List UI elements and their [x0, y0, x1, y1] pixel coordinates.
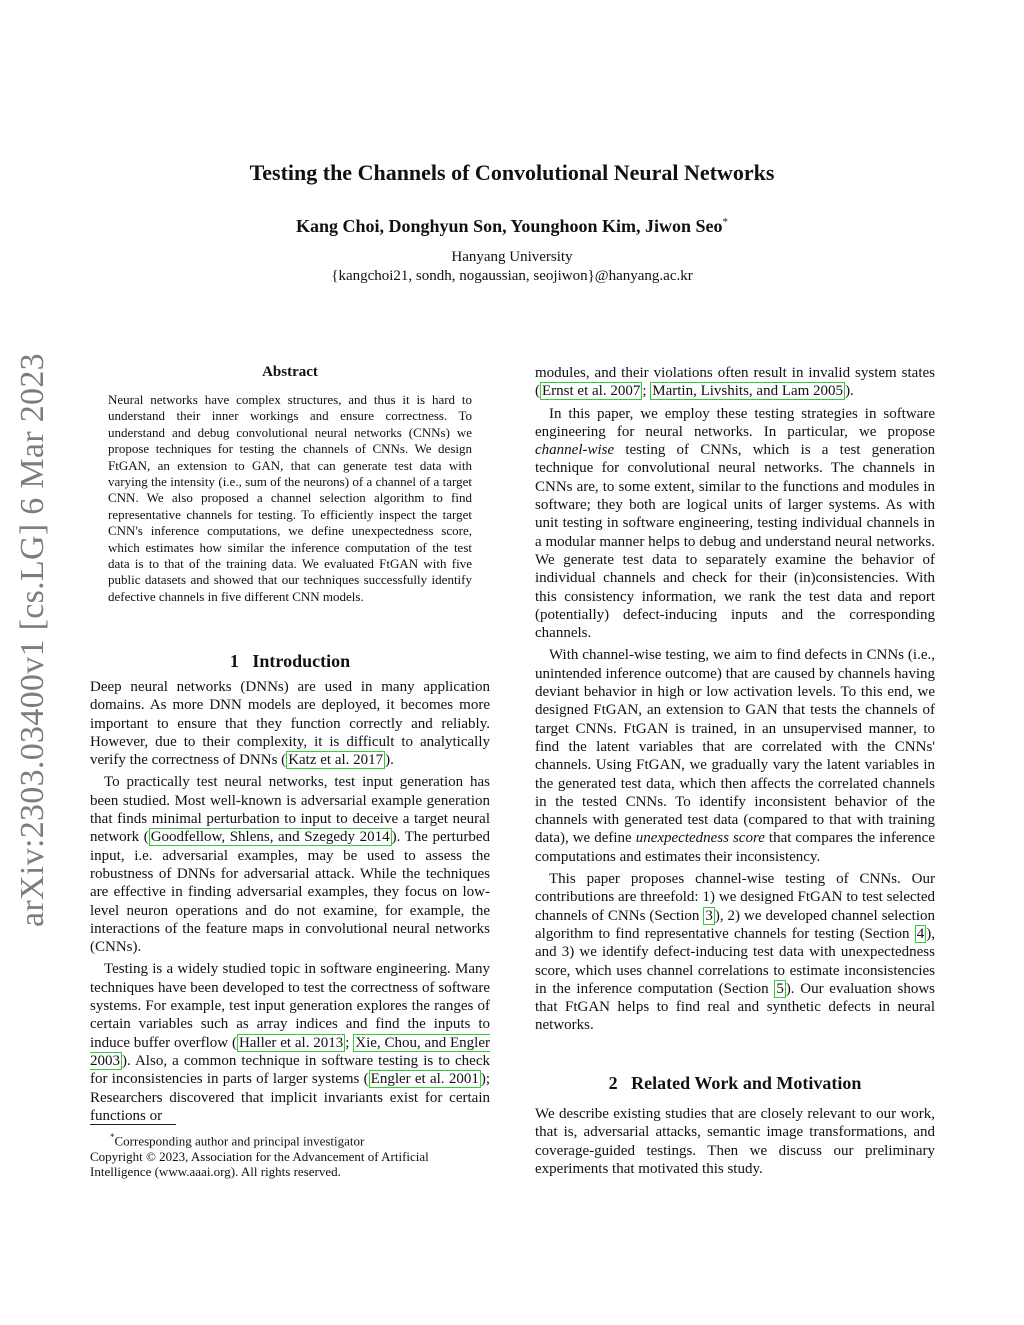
paragraph-text: ); Researchers discovered that implicit invariants exist for certain functions or	[90, 1071, 490, 1124]
right-column-body	[535, 364, 935, 1039]
author-list	[150, 216, 874, 237]
citation-link[interactable]: Haller et al. 2013	[238, 1034, 344, 1051]
paragraph	[535, 646, 935, 866]
section-title: Related Work and Motivation	[631, 1073, 862, 1093]
authors-text: Kang Choi, Donghyun Son, Younghoon Kim, Jiwon Seo	[296, 216, 723, 236]
paragraph-text: To practically test neural networks, test input generation has been studied. Most well-known is adversarial example generation that finds minimal perturbation to input to deceive a target neural network (	[90, 774, 490, 846]
emphasis: channel-wise	[535, 442, 615, 459]
paragraph-text: testing of CNNs, which is a test generation technique for convolutional neural networks. The channels in CNNs are, to some extent, similar to the functions and modules in software; they both are logical units of larger systems. As with unit testing in software engineering, testing individual channels in a modular manner helps to debug and understand neural networks. We generate test data to separately examine the behavior of individual channels and check for their (in)consistencies. With this consistency information, we rank the test data and report (potentially) defect-inducing inputs and the corresponding channels.	[535, 442, 935, 642]
section-number: 2	[608, 1073, 618, 1093]
copyright-notice: Copyright © 2023, Association for the Advancement of Artificial Intelligence (www.aaai.org). All rights reserved.	[90, 1148, 429, 1180]
paragraph-text: Deep neural networks (DNNs) are used in many application domains. As more DNN models are deployed, it becomes more important to ensure that they function correctly and reliably. However, due to their complexity, it is difficult to analytically verify the correctness of DNNs (	[90, 679, 490, 769]
paragraph-text: ). Our evaluation shows that FtGAN helps to find real and synthetic defects in neural networks.	[535, 980, 935, 1034]
related-work-body	[535, 1105, 935, 1182]
emphasis: unexpectedness score	[635, 830, 765, 847]
arxiv-id: arXiv:2303.03400v1 [cs.LG] 6 Mar 2023	[14, 353, 51, 927]
paragraph-text: ), 2) we developed channel selection algorithm to find representative channels for testing (Section	[535, 907, 936, 942]
section-ref-link[interactable]: 4	[916, 925, 925, 942]
section-title: Introduction	[252, 651, 351, 671]
paragraph-text: ), and 3) we identify defect-inducing test data with unexpectedness score, which uses channel correlations to estimate inconsistencies in the inference computation (Section	[535, 925, 935, 997]
left-column-body	[90, 678, 490, 1129]
citation-link[interactable]: Xie, Chou, and Engler 2003	[90, 1034, 490, 1069]
paragraph-text: ;	[642, 383, 651, 400]
paragraph-text: modules, and their violations often result in invalid system states (	[535, 365, 935, 400]
citation-link[interactable]: Ernst et al. 2007	[542, 383, 641, 400]
paragraph	[535, 364, 935, 401]
footnote-text: Corresponding author and principal investigator	[114, 1133, 365, 1149]
citation-link[interactable]: Engler et al. 2001	[370, 1071, 479, 1088]
paragraph-text: This paper proposes channel-wise testing of CNNs. Our contributions are threefold: 1) we designed FtGAN to test selected channels of CNNs (Section	[535, 871, 935, 924]
abstract-text: Neural networks have complex structures, and thus it is hard to understand their inner workings and ensure correctness. To understand and debug convolutional neural networks (CNNs) we propose techniques for testing the channels of CNNs. We design FtGAN, an extension to GAN, that can generate test data with varying the intensity (i.e., sum of the neurons) of a channel of a target CNN. We also proposed a channel selection algorithm to find representative channels for testing. To efficiently inspect the target CNN's inference computations, we define unexpectedness score, which estimates how similar the inference computation of the test data is to that of the training data. We evaluated FtGAN with five public datasets and showed that our techniques successfully identify defective channels in five different CNN models.	[108, 392, 472, 604]
arxiv-sidebar-stamp	[10, 355, 56, 925]
section-heading-introduction	[150, 651, 430, 672]
affiliation-block	[150, 248, 874, 286]
footnote-mark: *	[110, 1132, 115, 1142]
section-ref-link[interactable]: 3	[705, 907, 713, 924]
citation-link[interactable]: Katz et al. 2017	[288, 752, 384, 769]
author-footnote-mark[interactable]: *	[722, 216, 728, 228]
paragraph	[90, 773, 490, 956]
paragraph-text: Testing is a widely studied topic in software engineering. Many techniques have been developed to test the correctness of software systems. For example, test input generation explores the ranges of certain variables such as array indices and find the inputs to induce buffer overflow (	[90, 961, 490, 1051]
paragraph	[90, 678, 490, 769]
author-emails: {kangchoi21, sondh, nogaussian, seojiwon}@hanyang.ac.kr	[331, 268, 693, 284]
footnote	[90, 1130, 490, 1180]
citation-link[interactable]: Goodfellow, Shlens, and Szegedy 2014	[150, 829, 390, 846]
section-heading-related-work	[560, 1073, 910, 1094]
paragraph-text: ;	[345, 1034, 354, 1051]
section-number: 1	[229, 651, 239, 671]
paragraph-text: ).	[385, 752, 394, 769]
paragraph	[535, 405, 935, 643]
paragraph: We describe existing studies that are closely relevant to our work, that is, adversarial attacks, semantic image transformations, and coverage-guided testings. Then we discuss our preliminary experiments that motivated this study.	[535, 1106, 935, 1177]
paragraph-text: ).	[845, 383, 854, 400]
paragraph-text: With channel-wise testing, we aim to find defects in CNNs (i.e., unintended inference outcome) that are caused by channels having deviant behavior in high or low activation levels. To this end, we designed FtGAN, an extension to GAN that tests the channels of target CNNs. FtGAN is trained, in an unsupervised manner, to find the latent variables that are correlated with the CNNs' channels. Using FtGAN, we gradually vary the latent variables in the generated test data, which then affects the correlated channels in the tested CNNs. To identify inconsistent behavior of the channels with generated test data (compared to that with training data), we define	[535, 647, 935, 847]
paragraph-text: that compares the inference computations and estimates their inconsistency.	[535, 830, 935, 865]
section-ref-link[interactable]: 5	[776, 980, 784, 997]
paper-title: Testing the Channels of Convolutional Neural Networks	[249, 160, 775, 185]
footnote-divider	[90, 1124, 176, 1125]
paragraph-text: ). Also, a common technique in software testing is to check for inconsistencies in parts of larger systems (	[90, 1052, 490, 1088]
paragraph	[90, 960, 490, 1125]
affiliation: Hanyang University	[451, 249, 573, 265]
abstract-heading: Abstract	[262, 364, 318, 380]
paragraph-text: ). The perturbed input, i.e. adversarial examples, may be used to assess the robustness of DNNs for adversarial attack. While the techniques are effective in finding adversarial examples, they focus on low-level neuron operations and do not examine, for example, the interactions of the feature maps in convolutional neural networks (CNNs).	[90, 829, 490, 956]
footnote-corresponding	[90, 1130, 490, 1149]
paragraph	[535, 870, 935, 1035]
paragraph-text: In this paper, we employ these testing strategies in software engineering for neural networks. In particular, we propose	[535, 405, 935, 440]
citation-link[interactable]: Martin, Livshits, and Lam 2005	[652, 383, 844, 400]
